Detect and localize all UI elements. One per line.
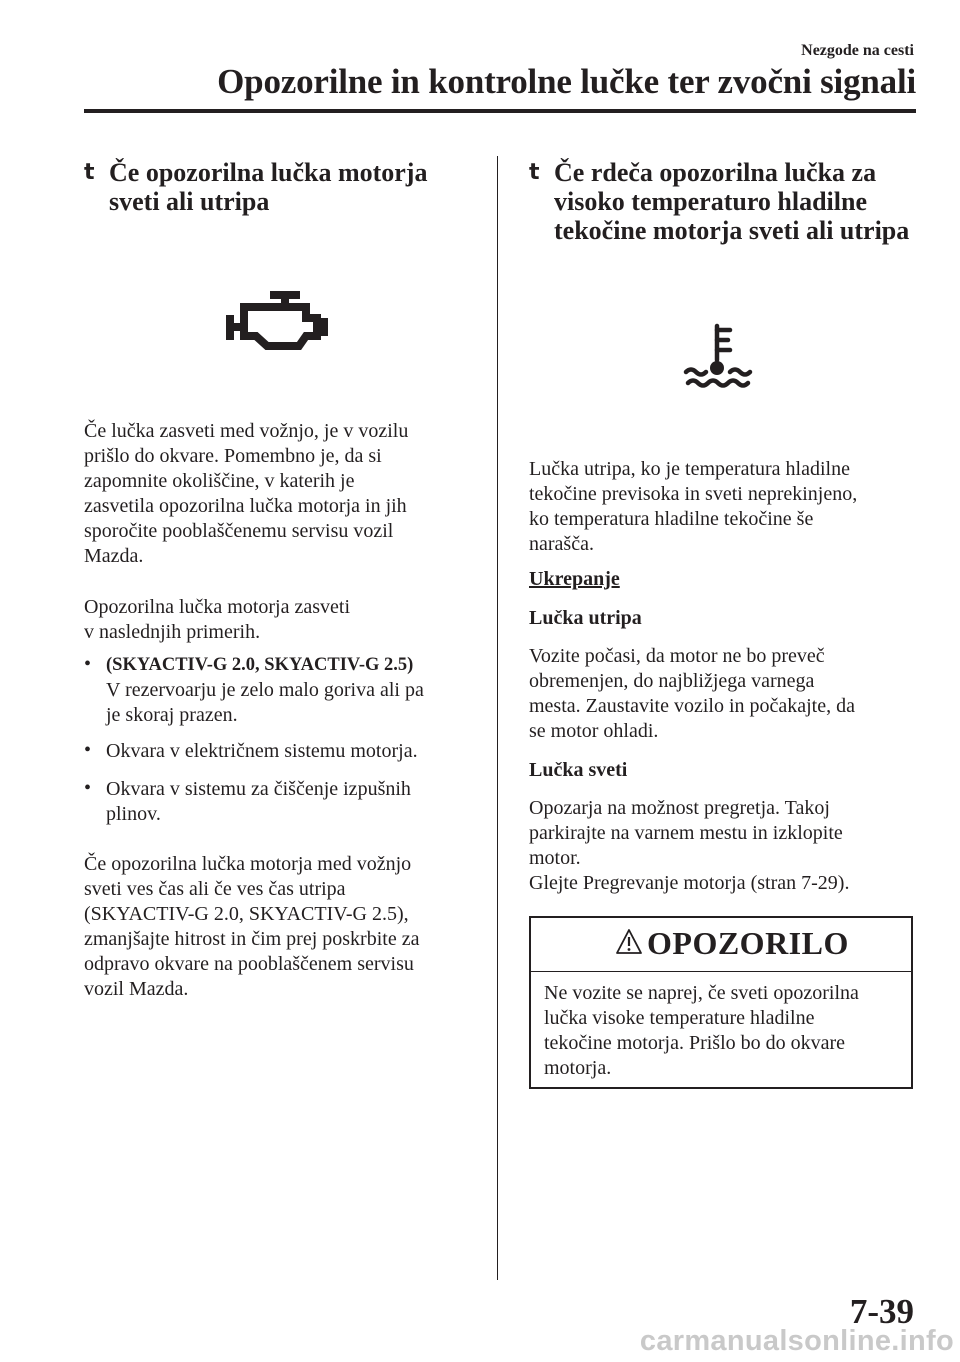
text-line: tekočine motorja. Prišlo bo do okvare [544, 1032, 846, 1054]
bullet-item [84, 739, 418, 764]
text-line: vozil Mazda. [84, 978, 189, 1000]
header-rule [84, 109, 916, 113]
text-line: motor. [529, 847, 581, 869]
column-divider [497, 156, 498, 1280]
warning-header [531, 918, 911, 972]
text-line: v naslednjih primerih. [84, 621, 261, 643]
warning-triangle-icon [615, 928, 643, 956]
left-heading [84, 158, 428, 216]
text-line: prišlo do okvare. Pomembno je, da si [84, 445, 382, 467]
text-line: Mazda. [84, 545, 144, 567]
text-line: sporočite pooblaščenemu servisu vozil [84, 520, 394, 542]
text-line: Lučka utripa, ko je temperatura hladilne [529, 458, 850, 480]
page-number: 7-39 [849, 1292, 914, 1331]
text-line: odpravo okvare na pooblaščenem servisu [84, 953, 414, 975]
coolant-temperature-icon [682, 322, 756, 388]
text-line: Opozarja na možnost pregretja. Takoj [529, 797, 830, 819]
heading-line: visoko temperaturo hladilne [554, 187, 867, 216]
text-line: Okvara v električnem sistemu motorja. [106, 740, 418, 762]
blink-heading: Lučka utripa [529, 607, 642, 629]
bullet-item [84, 777, 411, 827]
text-line: Če lučka zasveti med vožnjo, je v vozilu [84, 420, 409, 442]
heading-line: tekočine motorja sveti ali utripa [554, 216, 910, 245]
text-line: ko temperatura hladilne tekočine še [529, 508, 814, 530]
bullet-item [84, 653, 424, 728]
bullet-dot: • [84, 777, 92, 799]
warning-title: OPOZORILO [647, 925, 849, 961]
heading-line: Če rdeča opozorilna lučka za [554, 158, 877, 187]
page-title: Opozorilne in kontrolne lučke ter zvočni signali [217, 62, 916, 101]
blink-paragraph [529, 644, 855, 744]
heading-line: sveti ali utripa [109, 187, 270, 216]
steady-heading: Lučka sveti [529, 759, 628, 781]
text-line: zasvetila opozorilna lučka motorja in jih [84, 495, 407, 517]
text-line: (SKYACTIV-G 2.0, SKYACTIV-G 2.5) [106, 655, 414, 675]
text-line: tekočine previsoka in sveti neprekinjeno, [529, 483, 858, 505]
section-label: Nezgode na cesti [801, 42, 914, 59]
heading-marker: t [84, 160, 95, 185]
text-line: sveti ves čas ali če ves čas utripa [84, 878, 346, 900]
text-line: Ne vozite se naprej, če sveti opozorilna [544, 982, 859, 1004]
text-line: plinov. [106, 803, 161, 825]
text-line: Glejte Pregrevanje motorja (stran 7-29). [529, 872, 850, 894]
text-line: mesta. Zaustavite vozilo in počakajte, da [529, 695, 855, 717]
bullet-dot: • [84, 739, 92, 761]
text-line: Opozorilna lučka motorja zasveti [84, 596, 351, 618]
text-line: Okvara v sistemu za čiščenje izpušnih [106, 778, 411, 800]
engine-paragraph-2 [84, 595, 350, 645]
text-line: se motor ohladi. [529, 720, 659, 742]
bullet-dot: • [84, 653, 92, 675]
steady-paragraph [529, 796, 849, 896]
warning-box [529, 916, 913, 1089]
engine-warning-icon [226, 288, 332, 354]
text-line: motorja. [544, 1057, 612, 1079]
warning-text [544, 981, 859, 1081]
text-line: Če opozorilna lučka motorja med vožnjo [84, 853, 412, 875]
text-line: (SKYACTIV-G 2.0, SKYACTIV-G 2.5), [84, 903, 409, 925]
text-line: Vozite počasi, da motor ne bo preveč [529, 645, 825, 667]
text-line: narašča. [529, 533, 594, 555]
engine-paragraph-1 [84, 419, 408, 569]
text-line: je skoraj prazen. [106, 704, 238, 726]
action-heading: Ukrepanje [529, 568, 620, 590]
watermark: carmanualsonline.info [639, 1325, 954, 1357]
text-line: zapomnite okoliščine, v katerih je [84, 470, 355, 492]
text-line: V rezervoarju je zelo malo goriva ali pa [106, 679, 424, 701]
heading-marker: t [529, 160, 540, 185]
text-line: zmanjšajte hitrost in čim prej poskrbite za [84, 928, 420, 950]
right-heading [529, 158, 910, 245]
coolant-paragraph [529, 457, 857, 557]
text-line: obremenjen, do najbližjega varnega [529, 670, 815, 692]
engine-paragraph-3 [84, 852, 419, 1002]
text-line: parkirajte na varnem mestu in izklopite [529, 822, 843, 844]
heading-line: Če opozorilna lučka motorja [109, 158, 428, 187]
text-line: lučka visoke temperature hladilne [544, 1007, 815, 1029]
